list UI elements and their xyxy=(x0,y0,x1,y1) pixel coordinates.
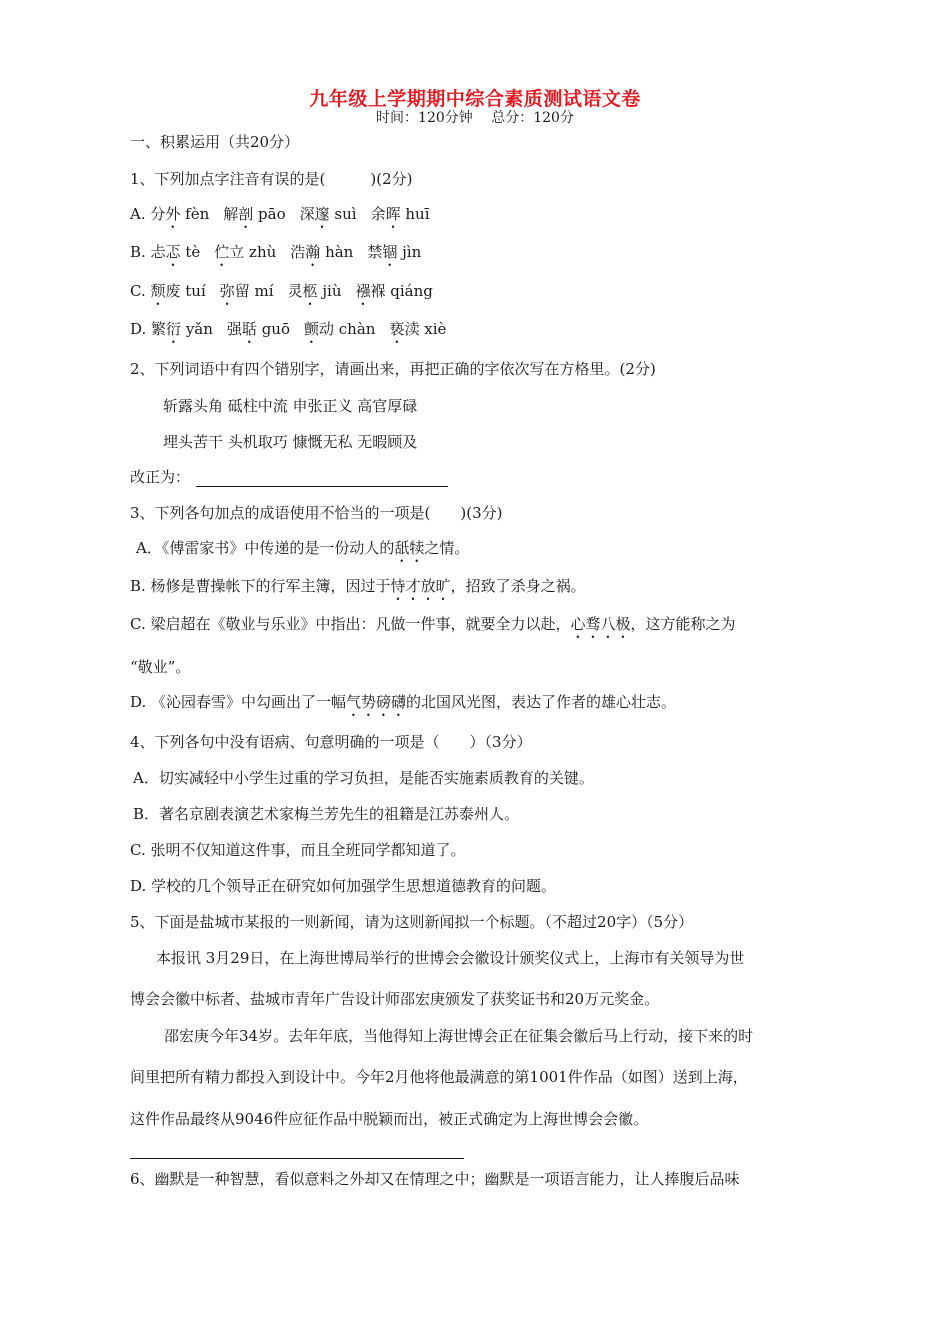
q1-stem: 1、下列加点字注音有误的是( )(2分) xyxy=(130,170,413,188)
dotted-char: 剖 xyxy=(238,205,254,223)
sentence-text: ，招致了杀身之祸。 xyxy=(450,577,586,595)
word-pinyin: guō xyxy=(256,320,290,338)
section-heading: 一、积累运用（共20分） xyxy=(130,133,300,151)
dotted-char: 衍 xyxy=(166,320,182,338)
q3-option-b xyxy=(130,576,586,604)
pinyin-word xyxy=(288,282,342,300)
word-pinyin: jiù xyxy=(317,282,342,300)
pinyin-word xyxy=(130,320,213,338)
word-pinyin: yǎn xyxy=(181,320,213,338)
q5-answer-line[interactable] xyxy=(130,1158,464,1159)
exam-subtitle: 时间：120分钟 总分：120分 xyxy=(376,110,574,126)
word-text: 强 xyxy=(226,320,242,338)
word-pinyin: 留 mí xyxy=(234,282,274,300)
pinyin-word xyxy=(220,282,274,300)
dotted-idiom: 心骛八极 xyxy=(570,615,631,633)
q3-stem: 3、下列各句加点的成语使用不恰当的一项是( )(3分) xyxy=(130,504,503,522)
q5-news-line-1: 本报讯 3月29日，在上海世博局举行的世博会会徽设计颁奖仪式上，上海市有关领导为世 xyxy=(156,949,745,967)
q3-option-a xyxy=(136,538,469,566)
pinyin-word xyxy=(130,205,209,223)
word-text: 浩 xyxy=(290,243,306,261)
word-text: 深 xyxy=(299,205,315,223)
q4-option-c: C. 张明不仅知道这件事，而且全班同学都知道了。 xyxy=(130,841,466,859)
word-text: A. 分 xyxy=(130,205,166,223)
q5-news-line-4: 间里把所有精力都投入到设计中。今年2月他将他最满意的第1001件作品（如图）送到上海， xyxy=(130,1068,748,1086)
dotted-char: 颤 xyxy=(304,320,320,338)
word-text: D. 繁 xyxy=(130,320,167,338)
word-text: 灵 xyxy=(287,282,303,300)
word-pinyin: 褓 qiáng xyxy=(370,282,433,300)
dotted-char: 柩 xyxy=(302,282,318,300)
q2-answer-label: 改正为： xyxy=(130,468,191,486)
pinyin-word xyxy=(389,320,446,338)
word-text: C. xyxy=(130,282,151,300)
pinyin-word xyxy=(130,282,206,300)
word-text: B. 忐 xyxy=(130,243,166,261)
pinyin-word xyxy=(371,205,430,223)
dotted-char: 亵 xyxy=(389,320,405,338)
dotted-idiom: 气势磅礴 xyxy=(346,693,407,711)
q3-option-c-cont: “敬业”。 xyxy=(130,658,191,676)
word-pinyin: 废 tuí xyxy=(165,282,206,300)
dotted-char: 晖 xyxy=(385,205,401,223)
pinyin-word xyxy=(290,243,353,261)
q2-words-row-2: 埋头苦干 头机取巧 慷慨无私 无暇顾及 xyxy=(163,433,418,451)
word-pinyin: hàn xyxy=(320,243,354,261)
word-pinyin: huī xyxy=(400,205,430,223)
q3-option-c xyxy=(130,614,736,642)
dotted-char: 瀚 xyxy=(305,243,321,261)
q4-option-b: B．著名京剧表演艺术家梅兰芳先生的祖籍是江苏泰州人。 xyxy=(133,805,520,823)
word-pinyin: fèn xyxy=(180,205,210,223)
q2-answer-line xyxy=(130,467,448,487)
word-pinyin: pāo xyxy=(253,205,286,223)
sentence-text: B. 杨修是曹操帐下的行军主簿，因过于 xyxy=(130,577,391,595)
q5-news-line-2: 博会会徽中标者、盐城市青年广告设计师邵宏庚颁发了获奖证书和20万元奖金。 xyxy=(130,990,660,1008)
q2-stem: 2、下列词语中有四个错别字，请画出来，再把正确的字依次写在方格里。(2分) xyxy=(130,360,656,378)
q3-option-d xyxy=(130,692,676,720)
dotted-char: 颓 xyxy=(150,282,166,300)
word-pinyin: tè xyxy=(180,243,201,261)
dotted-char: 伫 xyxy=(214,243,230,261)
q1-option-a xyxy=(130,204,430,232)
q4-stem: 4、下列各句中没有语病、句意明确的一项是（ ）（3分） xyxy=(130,733,532,751)
word-text: 禁 xyxy=(367,243,383,261)
pinyin-word xyxy=(356,282,433,300)
sentence-text: 的北国风光图，表达了作者的雄心壮志。 xyxy=(406,693,677,711)
word-pinyin: 立 zhù xyxy=(229,243,277,261)
sentence-text: 之情。 xyxy=(424,539,470,557)
pinyin-word xyxy=(367,243,421,261)
q2-words-row-1: 斩露头角 砥柱中流 申张正义 高官厚碌 xyxy=(163,397,418,415)
dotted-char: 邃 xyxy=(314,205,330,223)
word-text: 余 xyxy=(370,205,386,223)
pinyin-word xyxy=(300,205,357,223)
sentence-text: C. 梁启超在《敬业与乐业》中指出：凡做一件事，就要全力以赴， xyxy=(130,615,571,633)
sentence-text: A．《傅雷家书》中传递的是一份动人的 xyxy=(136,539,395,557)
dotted-char: 外 xyxy=(165,205,181,223)
q5-stem: 5、下面是盐城市某报的一则新闻，请为这则新闻拟一个标题。（不超过20字）（5分） xyxy=(130,913,694,931)
dotted-char: 弥 xyxy=(219,282,235,300)
dotted-char: 襁 xyxy=(355,282,371,300)
q2-answer-blank[interactable] xyxy=(196,470,448,487)
sentence-text: D. 《沁园春雪》中勾画出了一幅 xyxy=(130,693,347,711)
pinyin-word xyxy=(214,243,276,261)
word-pinyin: suì xyxy=(329,205,357,223)
word-text: 解 xyxy=(223,205,239,223)
pinyin-word xyxy=(223,205,285,223)
dotted-char: 聒 xyxy=(241,320,257,338)
q1-option-d xyxy=(130,319,446,347)
q1-option-c xyxy=(130,281,433,309)
q4-option-d: D. 学校的几个领导正在研究如何加强学生思想道德教育的问题。 xyxy=(130,877,557,895)
q5-news-line-3: 邵宏庚今年34岁。去年年底，当他得知上海世博会正在征集会徽后马上行动，接下来的时 xyxy=(164,1027,754,1045)
word-pinyin: jìn xyxy=(397,243,422,261)
q4-option-a: A．切实减轻中小学生过重的学习负担，是能否实施素质教育的关键。 xyxy=(133,769,594,787)
q5-news-line-5: 这件作品最终从9046件应征作品中脱颖而出，被正式确定为上海世博会会徽。 xyxy=(130,1110,649,1128)
pinyin-word xyxy=(304,320,375,338)
pinyin-word xyxy=(227,320,290,338)
q6-stem: 6、幽默是一种智慧，看似意料之外却又在情理之中；幽默是一项语言能力，让人捧腹后品味 xyxy=(130,1170,740,1188)
dotted-idiom: 舐犊 xyxy=(394,539,425,557)
dotted-idiom: 恃才放旷 xyxy=(390,577,451,595)
sentence-text: ，这方能称之为 xyxy=(630,615,736,633)
q1-option-b xyxy=(130,242,421,270)
word-pinyin: 动 chàn xyxy=(319,320,376,338)
word-pinyin: 渎 xiè xyxy=(404,320,447,338)
exam-title: 九年级上学期期中综合素质测试语文卷 xyxy=(309,88,641,110)
dotted-char: 忑 xyxy=(165,243,181,261)
dotted-char: 锢 xyxy=(382,243,398,261)
pinyin-word xyxy=(130,243,200,261)
